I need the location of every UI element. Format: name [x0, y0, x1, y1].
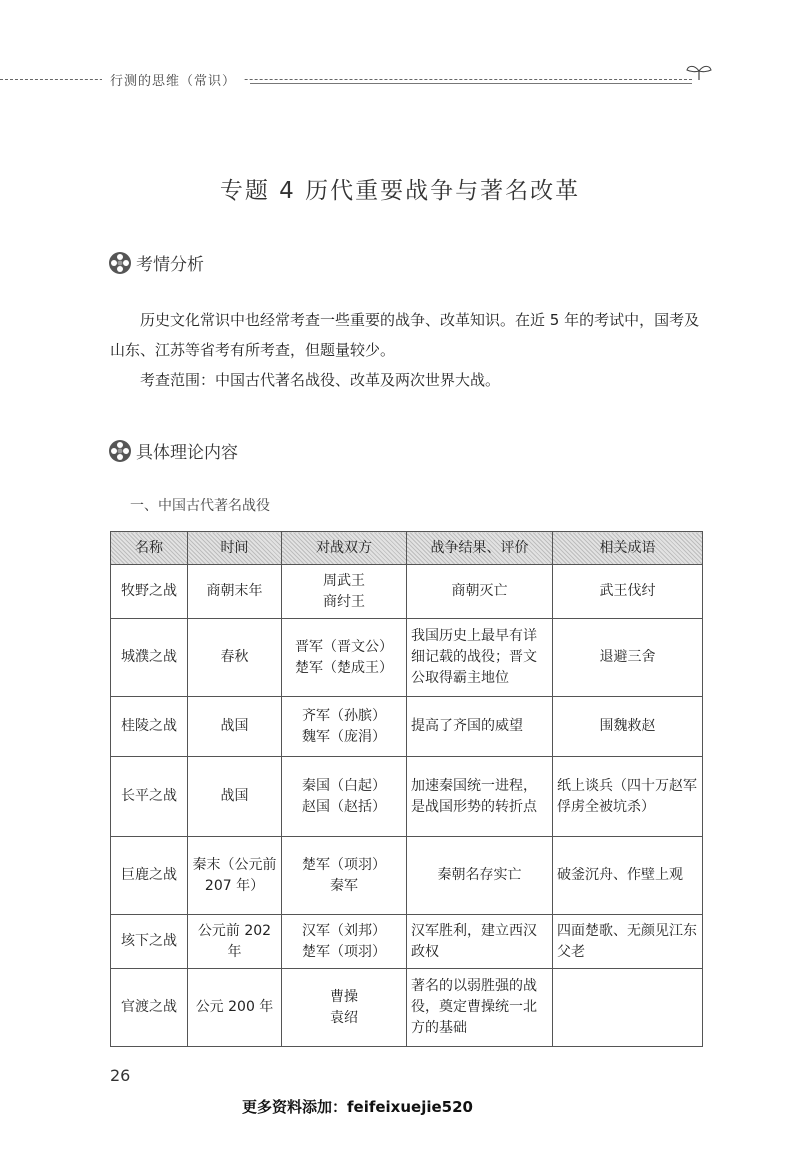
battle-result: 秦朝名存实亡 — [407, 837, 553, 915]
header-rule-solid — [250, 83, 692, 84]
side-b: 袁绍 — [330, 1009, 358, 1026]
section-analysis — [108, 250, 204, 275]
battle-result: 著名的以弱胜强的战役，奠定曹操统一北方的基础 — [407, 969, 553, 1047]
battle-sides — [282, 969, 407, 1047]
section-theory-label: 具体理论内容 — [136, 443, 238, 463]
battle-sides — [282, 697, 407, 757]
page-number: 26 — [110, 1066, 131, 1085]
battle-name: 桂陵之战 — [111, 697, 188, 757]
col-header-name: 名称 — [111, 532, 188, 565]
battle-time: 秦末（公元前 207 年） — [188, 837, 282, 915]
table-row — [111, 697, 703, 757]
battle-idiom: 纸上谈兵（四十万赵军俘虏全被坑杀） — [553, 757, 703, 837]
battle-name: 垓下之战 — [111, 915, 188, 969]
battle-name: 巨鹿之战 — [111, 837, 188, 915]
col-header-time: 时间 — [188, 532, 282, 565]
battle-name: 牧野之战 — [111, 565, 188, 619]
header-label: 行测的思维（常识） — [102, 70, 244, 89]
table-row — [111, 915, 703, 969]
battle-idiom: 围魏救赵 — [553, 697, 703, 757]
battle-sides — [282, 619, 407, 697]
battle-name: 长平之战 — [111, 757, 188, 837]
battle-idiom: 退避三舍 — [553, 619, 703, 697]
battle-sides — [282, 757, 407, 837]
battle-time: 战国 — [188, 757, 282, 837]
battle-time: 战国 — [188, 697, 282, 757]
table-row — [111, 837, 703, 915]
scope-paragraph: 考查范围：中国古代著名战役、改革及两次世界大战。 — [140, 371, 501, 389]
intro-paragraph: 历史文化常识中也经常考查一些重要的战争、改革知识。在近 5 年的考试中，国考及山东、江苏等省考有所考查，但题量较少。 — [110, 311, 700, 359]
table-row — [111, 757, 703, 837]
section-analysis-label: 考情分析 — [136, 255, 204, 275]
col-header-result: 战争结果、评价 — [407, 532, 553, 565]
page-title: 专题 4 历代重要战争与著名改革 — [219, 178, 581, 204]
side-a: 汉军（刘邦） — [302, 922, 386, 939]
battle-sides — [282, 915, 407, 969]
battle-idiom — [553, 969, 703, 1047]
battle-result: 商朝灭亡 — [407, 565, 553, 619]
table-header-row — [111, 532, 703, 565]
battle-idiom: 破釜沉舟、作壁上观 — [553, 837, 703, 915]
flower-icon — [108, 439, 132, 463]
table-row — [111, 565, 703, 619]
battle-idiom: 武王伐纣 — [553, 565, 703, 619]
battle-time: 公元 200 年 — [188, 969, 282, 1047]
battles-table — [110, 531, 703, 1047]
battle-result: 加速秦国统一进程，是战国形势的转折点 — [407, 757, 553, 837]
side-b: 楚军（项羽） — [302, 943, 386, 960]
battle-idiom: 四面楚歌、无颜见江东父老 — [553, 915, 703, 969]
running-header — [0, 62, 800, 102]
section-theory — [108, 438, 238, 463]
battle-result: 汉军胜利，建立西汉政权 — [407, 915, 553, 969]
footer-contact: 更多资料添加：feifeixuejie520 — [242, 1098, 473, 1116]
side-b: 商纣王 — [323, 593, 365, 610]
table-row — [111, 969, 703, 1047]
side-b: 魏军（庞涓） — [302, 728, 386, 745]
side-a: 齐军（孙膑） — [302, 707, 386, 724]
col-header-sides: 对战双方 — [282, 532, 407, 565]
subheading: 一、中国古代著名战役 — [130, 498, 270, 514]
battle-sides — [282, 565, 407, 619]
battle-sides — [282, 837, 407, 915]
side-a: 周武王 — [323, 572, 365, 589]
col-header-idiom: 相关成语 — [553, 532, 703, 565]
battle-time: 商朝末年 — [188, 565, 282, 619]
flower-icon — [108, 251, 132, 275]
side-a: 秦国（白起） — [302, 777, 386, 794]
battle-name: 官渡之战 — [111, 969, 188, 1047]
side-b: 楚军（楚成王） — [295, 659, 393, 676]
side-a: 晋军（晋文公） — [295, 638, 393, 655]
battle-result: 提高了齐国的威望 — [407, 697, 553, 757]
battle-time: 公元前 202 年 — [188, 915, 282, 969]
side-a: 楚军（项羽） — [302, 856, 386, 873]
side-b: 赵国（赵括） — [302, 798, 386, 815]
side-b: 秦军 — [330, 877, 358, 894]
side-a: 曹操 — [330, 988, 358, 1005]
sprout-icon — [684, 62, 714, 82]
table-row — [111, 619, 703, 697]
battle-result: 我国历史上最早有详细记载的战役；晋文公取得霸主地位 — [407, 619, 553, 697]
battle-name: 城濮之战 — [111, 619, 188, 697]
battle-time: 春秋 — [188, 619, 282, 697]
